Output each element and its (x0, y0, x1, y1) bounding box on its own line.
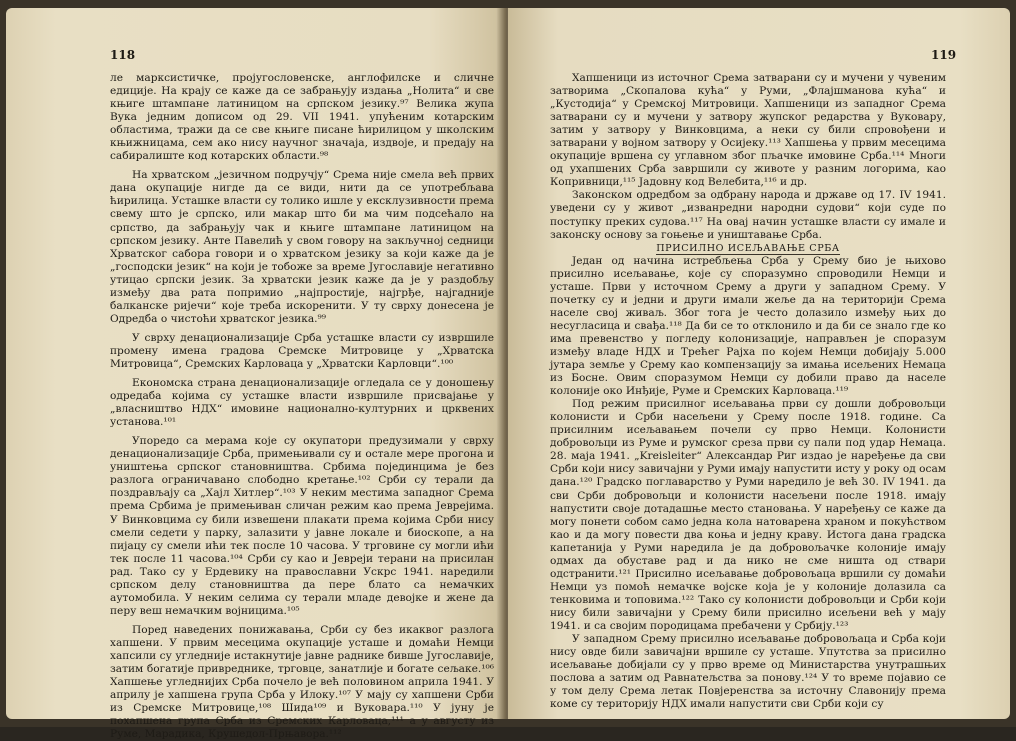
paragraph: Упоредо са мерама које су окупатори предузимали у сврху денационализације Срба, примењивали су и остале мере прогона и уништења српског становништва. Србима појединцима је без разлога ограничавано слободно кретање.¹⁰² Срби су терали да поздрављају са „Хајл Хитлер“.¹⁰³ У неким местима западног Срема према Србима је примењиван сличан режим као према Јеврејима. У Винковцима су били извешени плакати према којима Срби нису смели седети у парку, залазити у јавне локале и биоскопе, а на пијацу су смели ићи тек после 10 часова. У трговине су могли ићи тек после 11 часова.¹⁰⁴ Срби су као и Јевреји терани на присилан рад. Тако су у Ердевику на православни Ускрс 1941. наредили српском делу становништва да пере блато са немачких аутомобила. У неким селима су терали младе девојке и жене да перу веш немачким војницима.¹⁰⁵ (110, 435, 494, 617)
left-page (6, 8, 504, 741)
paragraph: У сврху денационализације Срба усташке власти су извршиле промену имена градова Сремске Митровице у „Хрватска Митровица“, Сремских Карловаца у „Хрватски Карловци“.¹⁰⁰ (110, 331, 494, 370)
section-heading: ПРИСИЛНО ИСЕЉАВАЊЕ СРБА (656, 242, 840, 254)
right-page-text (550, 72, 946, 711)
right-page (508, 8, 1010, 719)
paragraph: На хрватском „језичном подручју“ Срема није смела већ првих дана окупације нигде да се види, нити да се употребљава ћирилица. Усташке власти су толико ишле у ексклузивности према свему што је српско, или макар што би ма чим подсећало на српство, да забрањују чак и књиге штампане латиницом на српском језику. Анте Павелић у свом говору на закључној седници Хрватског сабора говори и о хрватском језику за који каже да је „господски језик“ на који је тобоже за време Југославије негативно утицао српски језик. За хрватски језик каже да је у раздобљу између два рата попримио „најпростије, најгрђе, најгадније балканске ријечи“ које треба искоренити. У ту сврху донесена је Одредба о чистоћи хрватског језика.⁹⁹ (110, 169, 494, 325)
page-number: 118 (110, 48, 136, 62)
paragraph: Под режим присилног исељавања први су дошли добровољци колонисти и Срби насељени у Срему после 1918. године. Са присилним исељавањем почели су прво Немци. Колонисти добровољци из Руме и румског среза први су пали под удар Немаца. 28. маја 1941. „Kreisleiter“ Александар Риг издао је наређење да сви Срби који нису завичајни у Руми имају напустити исту у року од осам дана.¹²⁰ Градско поглаварство у Руми наредило је већ 30. IV 1941. да сви Срби добровољци и колонисти насељени после 1918. имају напустити своје дотадашње место становања. У наређењу се каже да могу понети собом само једна кола натоварена храном и покућством као и да могу повести два коња и једну краву. Истога дана градска капетанија у Руми наредила је да добровољачке колоније имају одмах да обуставе рад и да нико не сме ништа од ствари одстранити.¹²¹ Присилно исељавање добровољаца вршили су домаћи Немци уз помоћ немачке војске која је у колоније долазила са тенковима и топовима.¹²² Тако су колонисти добровољци и Срби који нису били завичајни у Срему били присилно исељени већ у мају 1941. и са својим породицама пребачени у Србију.¹²³ (550, 398, 946, 632)
paragraph: Поред наведених понижавања, Срби су без икаквог разлога хапшени. У првим месецима окупације усташе и домаћи Немци хапсили су угледније истакнутије јавне раднике бивше Југославије, затим богатије привреднике, трговце, занатлије и богате сељаке.¹⁰⁶ Хапшење угледнијих Срба почело је већ половином априла 1941. У априлу је хапшена група Срба у Илоку.¹⁰⁷ У мају су хапшени Срби из Сремске Митровице,¹⁰⁸ Шида¹⁰⁹ и Вуковара.¹¹⁰ У јуну је похапшена група Срба из Сремских Карловаца,¹¹¹ а у августу из Руме, Марадика, Крушедол-Прњавора.¹¹² (110, 623, 494, 741)
paragraph: Законском одредбом за одбрану народа и државе од 17. IV 1941. уведени су у живот „изванредни народни судови“ који суде по поступку преких судова.¹¹⁷ На овај начин усташке власти су имале и законску основу за гоњење и уништавање Срба. (550, 189, 946, 241)
paragraph: У западном Срему присилно исељавање добровољаца и Срба који нису овде били завичајни вршиле су усташе. Упутства за присилно исељавање добијали су у прво време од Министарства унутрашњих послова а затим од Равнатељства за понову.¹²⁴ У то време појавио се у том делу Срема летак Повјеренства за источну Славонију према коме су територију НДХ имали напустити сви Срби који су (550, 633, 946, 711)
paragraph: Економска страна денационализације огледала се у доношењу одредаба којима су усташке власти извршиле присвајање у „власништво НДХ“ имовине национално-културних и црквених установа.¹⁰¹ (110, 377, 494, 429)
left-page-text (110, 72, 494, 741)
paragraph: Хапшеници из источног Срема затварани су и мучени у чувеним затворима „Скопалова кућа“ у Руми, „Флајшманова кућа“ и „Кустодија“ у Сремској Митровици. Хапшеници из западног Срема затварани су и мучени у затвору жупског редарства у Вуковару, затим у затвору у Винковцима, а неки су били спровођени и затварани у војном затвору у Осијеку.¹¹³ Хапшења у првим месецима окупације вршена су углавном због пљачке имовине Срба.¹¹⁴ Многи од ухапшених Срба завршили су животе у разним логорима, као Копривници,¹¹⁵ Јадовну код Велебита,¹¹⁶ и др. (550, 72, 946, 189)
page-number: 119 (931, 48, 957, 62)
paragraph: ле марксистичке, пројугословенске, англофилске и сличне едиције. На крају се каже да се забрањују издања „Нолита“ и све књиге штампане латиницом на српском језику.⁹⁷ Велика жупа Вука једним дописом од 29. VII 1941. упућеним котарским областима, тражи да се све књиге писане ћирилицом у школским књижницама, сем ако нису научног значаја, издвоје, и предају на сабиралиште код котарских области.⁹⁸ (110, 72, 494, 163)
paragraph: Један од начина истребљења Срба у Срему био је њихово присилно исељавање, које су споразумно спроводили Немци и усташе. Први у источном Срему а други у западном Срему. У почетку су и једни и други имали жеље да на територији Срема населе свој живаљ. Због тога је често долазило између њих до несугласица и свађа.¹¹⁸ Да би се то отклонило и да би се знало где ко има превенство у погледу колонизације, направљен је споразум између владе НДХ и Трећег Рајха по којем Немци добијају 5.000 јутара земље у Срему као компензацију за имања исељених Немаца из Босне. Овим споразумом Немци су добили право да населе колоније око Инђије, Руме и Сремских Карловаца.¹¹⁹ (550, 254, 946, 398)
